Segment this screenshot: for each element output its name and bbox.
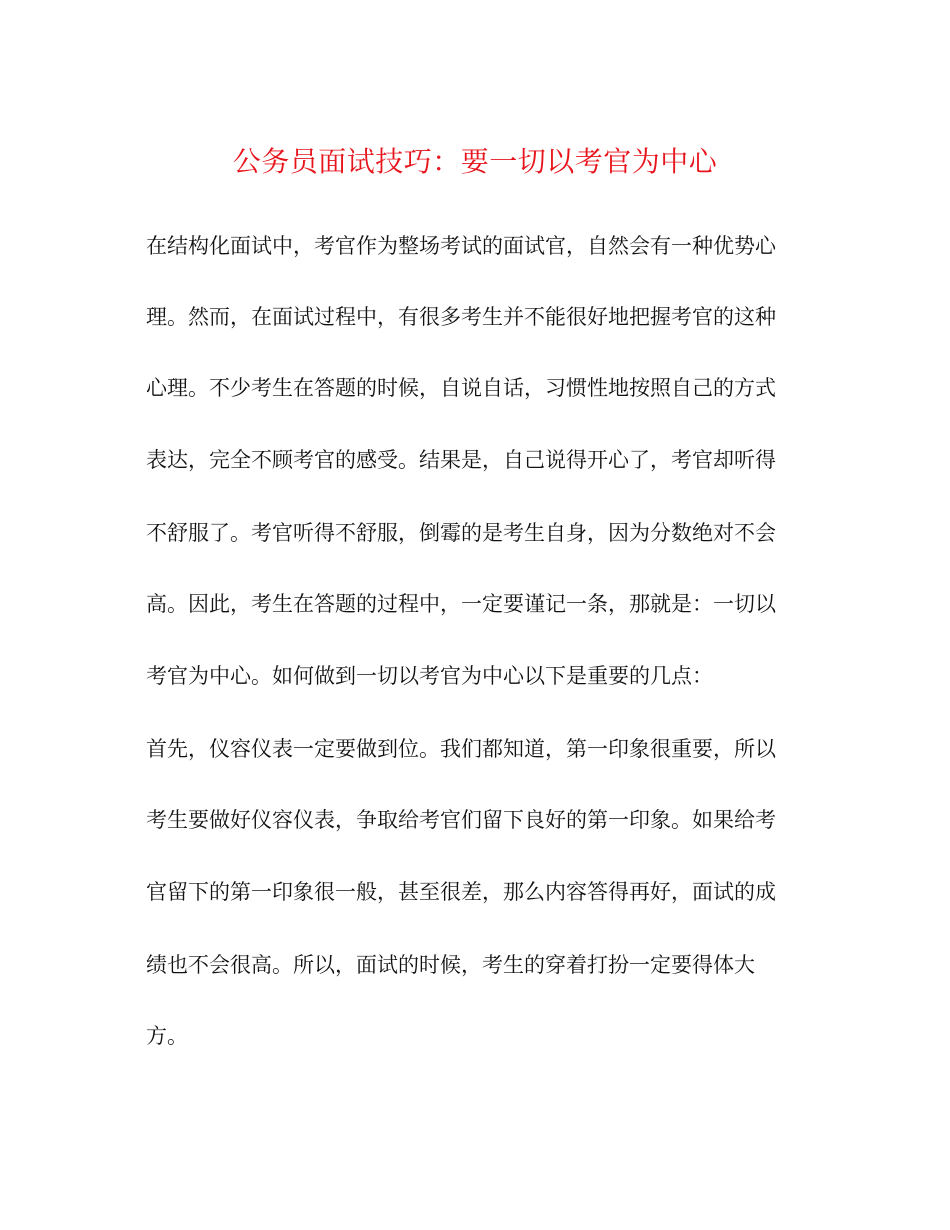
paragraph-line: 表达，完全不顾考官的感受。结果是，自己说得开心了，考官却听得 [146,448,776,472]
document-title: 公务员面试技巧：要一切以考官为中心 [232,145,718,178]
paragraph-line: 首先，仪容仪表一定要做到位。我们都知道，第一印象很重要，所以 [146,737,776,761]
paragraph-line: 方。 [146,1024,188,1048]
paragraph-line: 考官为中心。如何做到一切以考官为中心以下是重要的几点： [146,664,713,688]
paragraph-line: 在结构化面试中，考官作为整场考试的面试官，自然会有一种优势心 [146,234,776,258]
paragraph-line: 官留下的第一印象很一般，甚至很差，那么内容答得再好，面试的成 [146,880,776,904]
paragraph-line: 绩也不会很高。所以，面试的时候，考生的穿着打扮一定要得体大 [146,953,755,977]
paragraph-line: 心理。不少考生在答题的时候，自说自话，习惯性地按照自己的方式 [146,376,776,400]
paragraph-line: 不舒服了。考官听得不舒服，倒霉的是考生自身，因为分数绝对不会 [146,521,776,545]
paragraph-line: 高。因此，考生在答题的过程中，一定要谨记一条，那就是：一切以 [146,592,776,616]
paragraph-line: 理。然而，在面试过程中，有很多考生并不能很好地把握考官的这种 [146,305,776,329]
paragraph-line: 考生要做好仪容仪表，争取给考官们留下良好的第一印象。如果给考 [146,808,776,832]
